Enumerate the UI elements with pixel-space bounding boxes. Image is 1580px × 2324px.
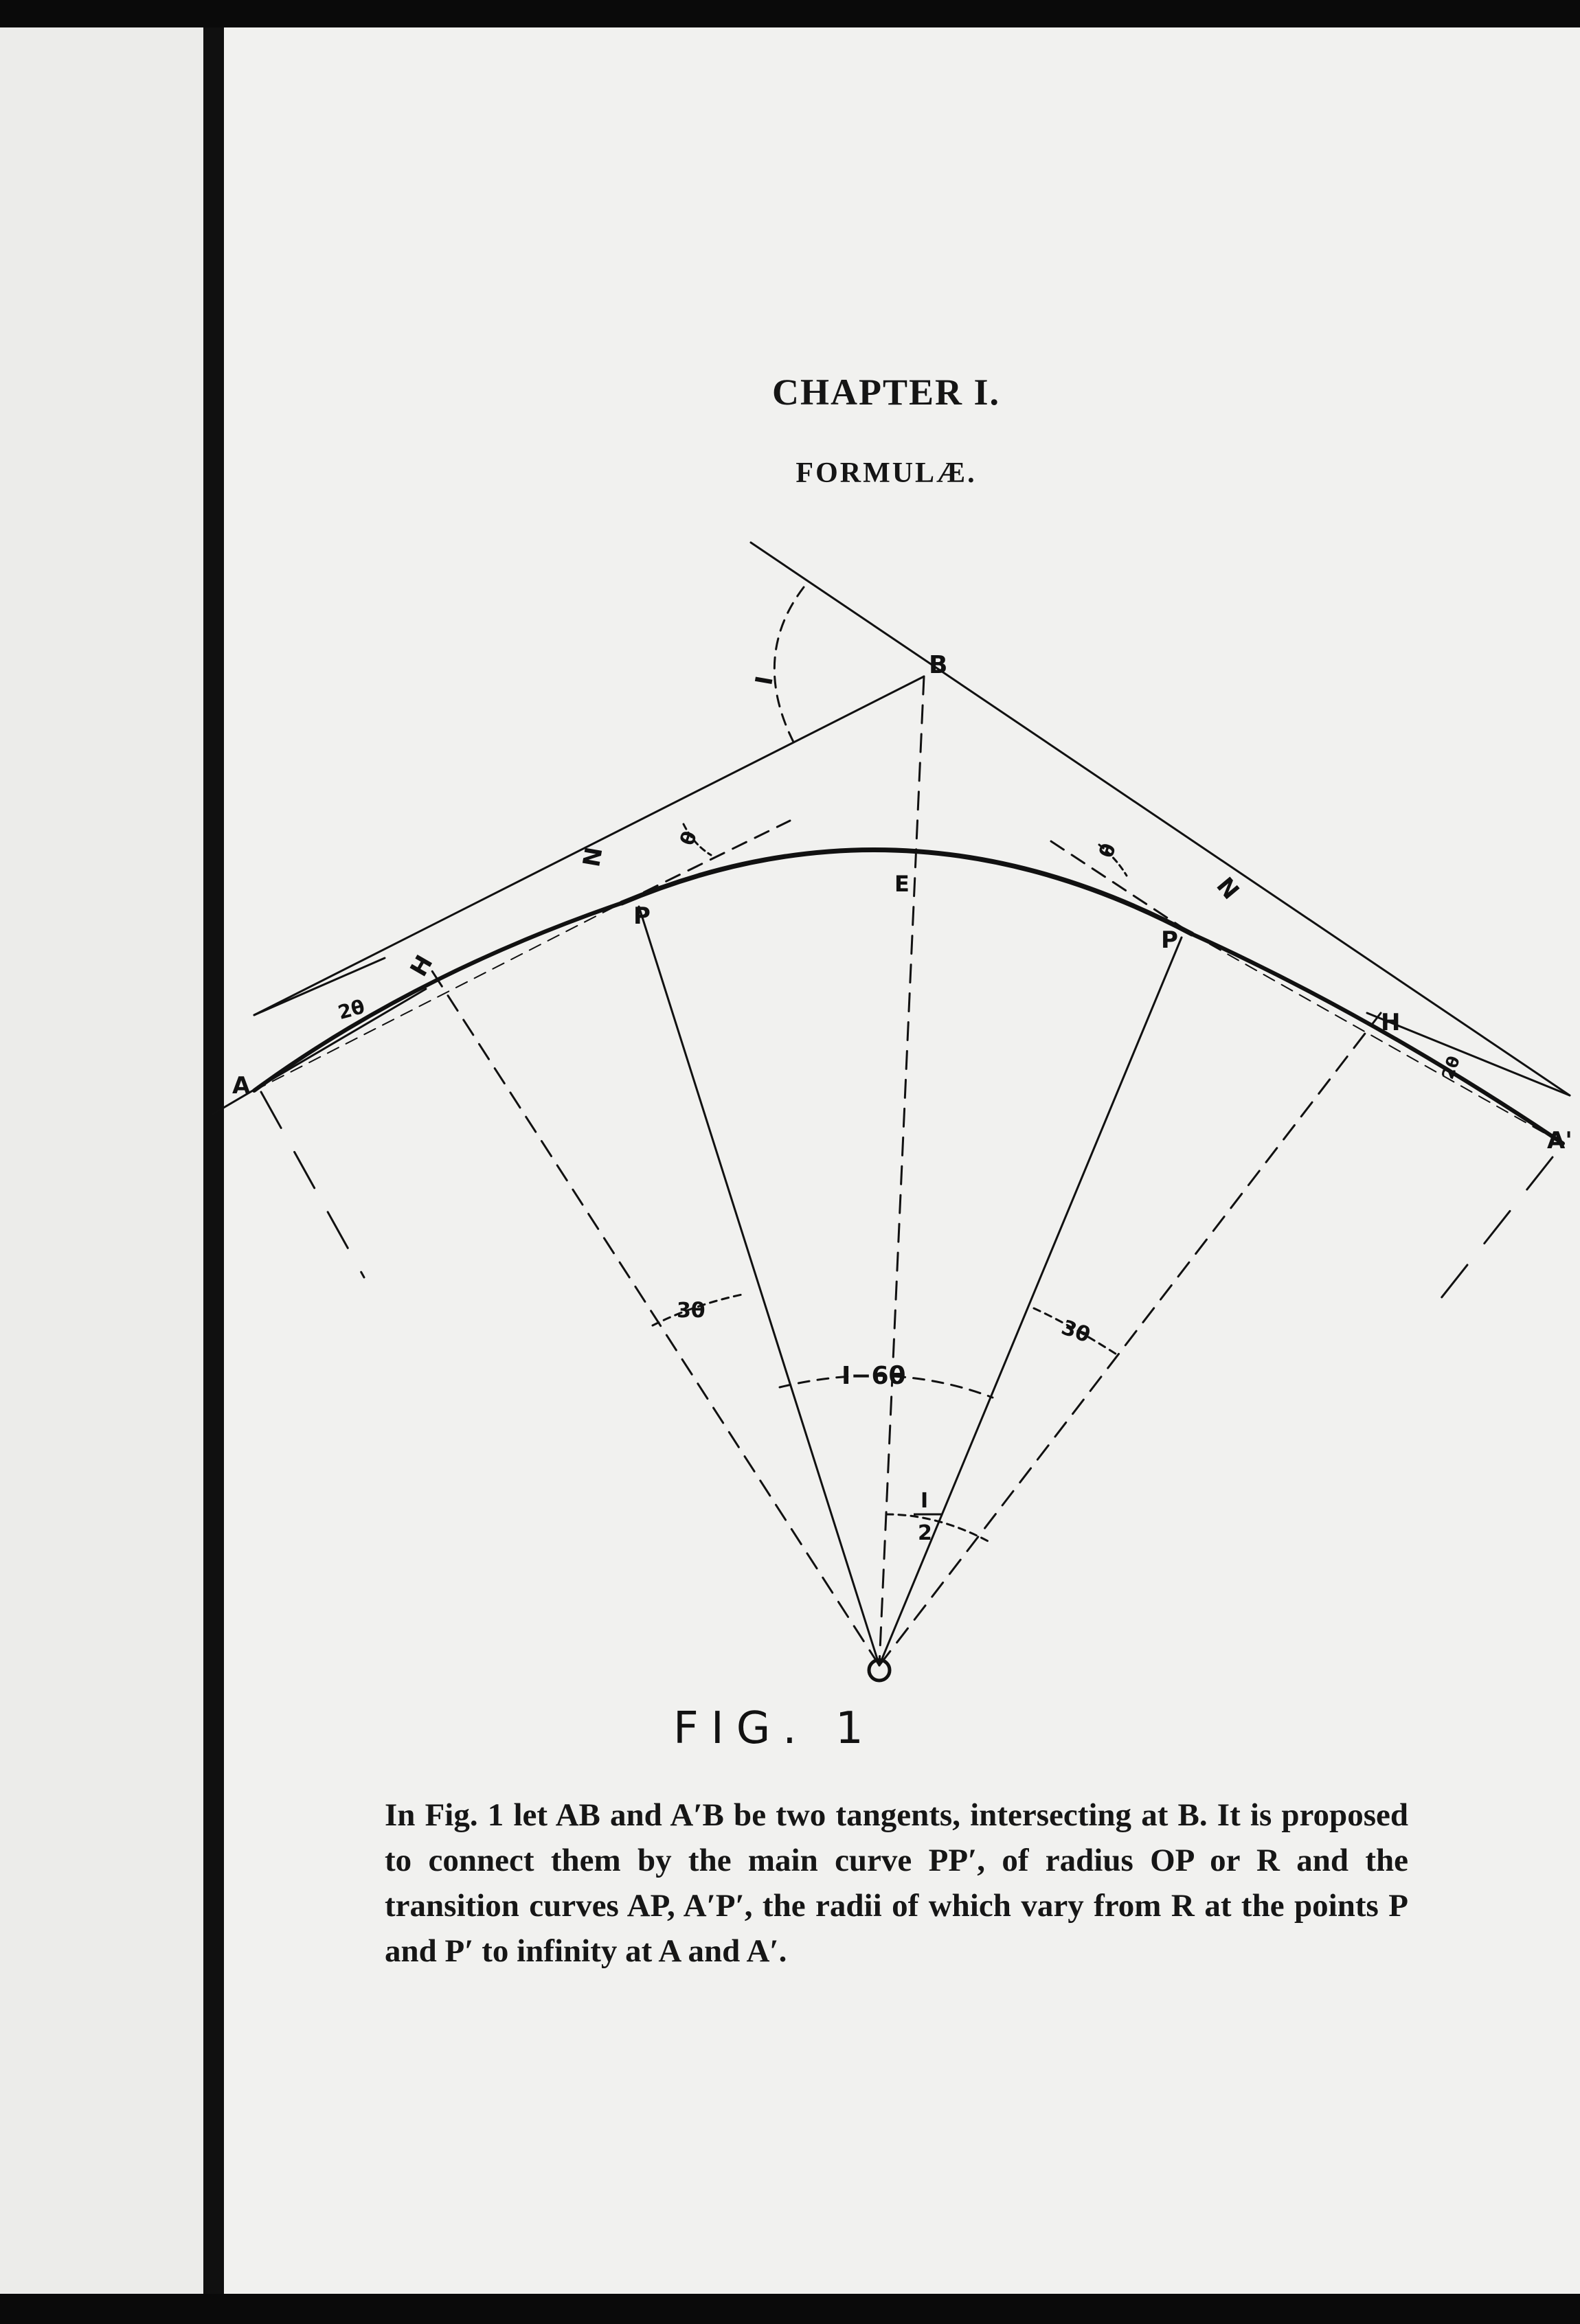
label-P-left: P <box>633 902 651 930</box>
label-N-left: N <box>578 845 609 869</box>
label-A-right: A' <box>1547 1127 1572 1154</box>
radius-OP-left <box>639 907 879 1665</box>
body-paragraph <box>385 1792 1408 1974</box>
label-3theta-right: 3θ <box>1058 1315 1094 1348</box>
label-N-right: N <box>1210 872 1245 905</box>
label-3theta-left: 3θ <box>677 1299 706 1323</box>
label-2theta-right: 2θ <box>1438 1053 1464 1082</box>
label-I: I <box>750 674 779 687</box>
figure-caption: FIG. 1 <box>673 1703 876 1754</box>
label-half-I-numerator: I <box>921 1489 929 1513</box>
chord-left-lower <box>254 903 622 1091</box>
paragraph-text: In Fig. 1 let AB and A′B be two tangents, intersecting at B. It is proposed to connect them by the main curve PP′, of radius OP or R and the transition curves AP, A′P′, the radii of which vary from R at the points P and P′ to infinity at A and A′. <box>385 1797 1408 1969</box>
tangent-right <box>751 543 1570 1095</box>
label-2theta-left: 2θ <box>335 995 368 1025</box>
angle-arc-I <box>774 587 804 749</box>
label-B: B <box>929 651 948 679</box>
label-theta-right: θ <box>1094 840 1121 861</box>
chapter-heading: CHAPTER I. <box>771 372 1001 413</box>
radius-OP-right <box>879 937 1182 1665</box>
normal-A-right <box>1436 1157 1553 1305</box>
label-half-I-denominator: 2 <box>918 1521 932 1545</box>
label-A-left: A <box>232 1072 251 1100</box>
tangent-left <box>254 676 924 1015</box>
label-P-right: P <box>1161 926 1178 954</box>
label-theta-left: θ <box>675 828 702 849</box>
normal-A-left <box>261 1092 364 1277</box>
label-H-right: H <box>1381 1009 1401 1036</box>
label-H-left: H <box>405 950 439 981</box>
label-E: E <box>894 871 910 897</box>
radius-OH-left <box>426 961 879 1665</box>
left-tail <box>254 958 385 1015</box>
label-I-minus-6theta: I−6θ <box>842 1362 906 1390</box>
radius-OH-right <box>879 1013 1381 1665</box>
chord-right <box>1051 841 1192 934</box>
section-heading: FORMULÆ. <box>795 457 977 489</box>
angle-arc-half-I <box>886 1514 989 1542</box>
